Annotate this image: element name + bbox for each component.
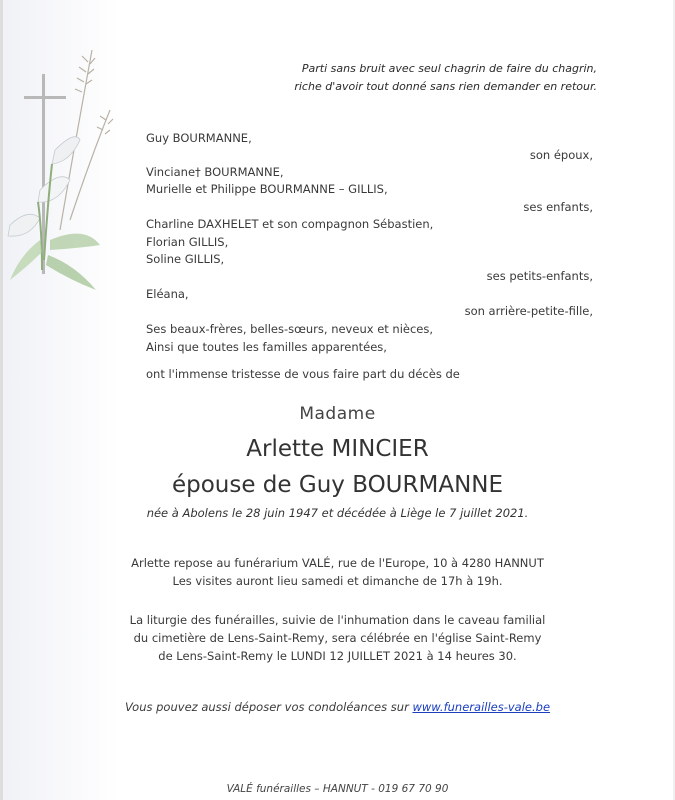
grandchildren-label: ses petits-enfants,	[486, 269, 593, 283]
funeral-line-3: de Lens-Saint-Remy le LUNDI 12 JUILLET 2021 à 14 heures 30.	[158, 649, 517, 663]
funeral-line-1: La liturgie des funérailles, suivie de l'inhumation dans le caveau familial	[129, 613, 546, 627]
deceased-spouse-line: épouse de Guy BOURMANNE	[171, 472, 504, 498]
deceased-name: Arlette MINCIER	[246, 436, 429, 462]
birth-death-dates: née à Abolens le 28 juin 1947 et décédée à Liège le 7 juillet 2021.	[146, 506, 529, 520]
calla-lily-icon	[8, 137, 100, 290]
grandchild-name-3: Soline GILLIS,	[146, 252, 225, 266]
visit-line-1: Arlette repose au funérarium VALÉ, rue de l'Europe, 10 à 4280 HANNUT	[131, 556, 544, 570]
condolences-line	[0, 700, 675, 714]
announcement-line: ont l'immense tristesse de vous faire part du décès de	[146, 367, 460, 381]
great-grandchild-label: son arrière-petite-fille,	[464, 304, 593, 318]
epigraph-line-1: Parti sans bruit avec seul chagrin de faire du chagrin,	[301, 62, 597, 75]
relatives-line: Ainsi que toutes les familles apparentées,	[146, 340, 387, 354]
condolences-text: Vous pouvez aussi déposer vos condoléances sur	[124, 700, 413, 714]
great-grandchild-name: Eléana,	[146, 287, 189, 301]
spouse-label: son époux,	[529, 148, 593, 162]
visit-line-2: Les visites auront lieu samedi et dimanche de 17h à 19h.	[172, 574, 503, 588]
in-laws-line: Ses beaux-frères, belles-sœurs, neveux et nièces,	[146, 322, 434, 336]
grandchild-name-2: Florian GILLIS,	[146, 235, 229, 249]
spouse-name: Guy BOURMANNE,	[146, 131, 252, 145]
cross-lily-decoration	[0, 40, 120, 340]
child-name-1: Vinciane† BOURMANNE,	[146, 165, 284, 179]
epigraph-line-2: riche d'avoir tout donné sans rien demander en retour.	[294, 80, 597, 93]
child-name-2: Murielle et Philippe BOURMANNE – GILLIS,	[146, 182, 388, 196]
funeral-line-2: du cimetière de Lens-Saint-Remy, sera célébrée en l'église Saint-Remy	[133, 631, 542, 645]
footer-contact: VALÉ funérailles – HANNUT - 019 67 70 90	[226, 783, 449, 795]
grandchild-name-1: Charline DAXHELET et son compagnon Sébastien,	[146, 217, 434, 231]
children-label: ses enfants,	[523, 200, 593, 214]
condolences-link[interactable]: www.funerailles-vale.be	[412, 700, 551, 714]
honorific: Madame	[299, 404, 376, 424]
